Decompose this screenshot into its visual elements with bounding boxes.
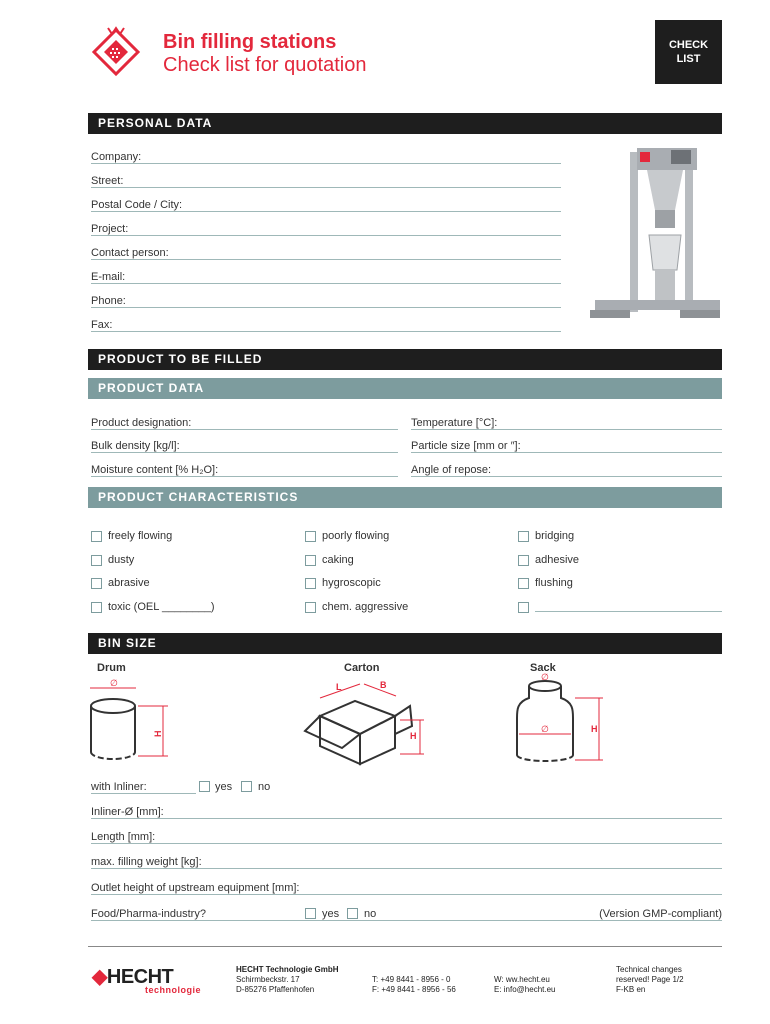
inliner-yes-checkbox[interactable] bbox=[199, 781, 210, 792]
carton-width-label: B bbox=[380, 680, 387, 690]
inliner-diameter-field[interactable] bbox=[91, 818, 722, 819]
footer-email[interactable]: E: info@hecht.eu bbox=[494, 985, 556, 994]
personal-field-input[interactable] bbox=[91, 235, 561, 236]
sack-diameter-label: ∅ bbox=[541, 724, 549, 734]
personal-field-label: Fax: bbox=[91, 319, 113, 331]
characteristic-other-input[interactable] bbox=[535, 611, 722, 612]
characteristic-label: toxic (OEL ________) bbox=[108, 601, 215, 613]
personal-field-label: Postal Code / City: bbox=[91, 199, 183, 211]
product-right-label: Temperature [°C]: bbox=[411, 417, 498, 429]
characteristic-checkbox[interactable] bbox=[518, 578, 529, 589]
section-product-data: PRODUCT DATA bbox=[88, 378, 722, 399]
section-product-characteristics: PRODUCT CHARACTERISTICS bbox=[88, 487, 722, 508]
footer-logo: ◆HECHT bbox=[92, 966, 174, 988]
food-no-label: no bbox=[364, 908, 377, 920]
sack-illustration bbox=[505, 670, 615, 770]
inliner-diameter-label: Inliner-Ø [mm]: bbox=[91, 806, 164, 818]
personal-field-label: E-mail: bbox=[91, 271, 126, 283]
product-left-label: Moisture content [% H₂O]: bbox=[91, 464, 219, 476]
section-bin-size: BIN SIZE bbox=[88, 633, 722, 654]
max-weight-field[interactable] bbox=[91, 868, 722, 869]
machine-illustration bbox=[585, 140, 725, 332]
product-right-label: Particle size [mm or ″]: bbox=[411, 440, 521, 452]
personal-field-label: Company: bbox=[91, 151, 142, 163]
personal-field-input[interactable] bbox=[91, 187, 561, 188]
personal-field-input[interactable] bbox=[91, 163, 561, 164]
drum-height-label: H bbox=[153, 730, 163, 737]
drum-illustration bbox=[88, 676, 178, 766]
gmp-version-note: (Version GMP-compliant) bbox=[599, 908, 722, 920]
inliner-label: with Inliner: bbox=[91, 781, 147, 793]
characteristic-checkbox[interactable] bbox=[91, 531, 102, 542]
characteristic-label: dusty bbox=[108, 554, 135, 566]
footer-note bbox=[616, 965, 684, 995]
length-label: Length [mm]: bbox=[91, 831, 156, 843]
footer-note-2: reserved! Page 1/2 bbox=[616, 975, 684, 984]
footer-note-1: Technical changes bbox=[616, 965, 682, 974]
characteristic-label: hygroscopic bbox=[322, 577, 381, 589]
inliner-no-checkbox[interactable] bbox=[241, 781, 252, 792]
product-left-label: Bulk density [kg/l]: bbox=[91, 440, 180, 452]
badge-line-1: CHECK bbox=[668, 39, 709, 51]
footer-address bbox=[236, 965, 339, 995]
footer-web[interactable]: W: ww.hecht.eu bbox=[494, 975, 550, 984]
product-left-input[interactable] bbox=[91, 429, 398, 430]
personal-field-input[interactable] bbox=[91, 283, 561, 284]
page-subtitle: Check list for quotation bbox=[163, 54, 367, 76]
hecht-logo-icon bbox=[88, 22, 144, 82]
footer-contact bbox=[494, 975, 556, 995]
product-left-input[interactable] bbox=[91, 476, 398, 477]
personal-field-input[interactable] bbox=[91, 259, 561, 260]
characteristic-label: bridging bbox=[535, 530, 575, 542]
characteristic-checkbox[interactable] bbox=[305, 555, 316, 566]
page-title: Bin filling stations bbox=[163, 31, 337, 53]
characteristic-checkbox[interactable] bbox=[91, 578, 102, 589]
characteristic-label: adhesive bbox=[535, 554, 580, 566]
product-left-input[interactable] bbox=[91, 452, 398, 453]
carton-title: Carton bbox=[344, 662, 380, 674]
carton-illustration bbox=[300, 676, 440, 766]
characteristic-label: chem. aggressive bbox=[322, 601, 409, 613]
characteristic-checkbox[interactable] bbox=[305, 602, 316, 613]
food-no-checkbox[interactable] bbox=[347, 908, 358, 919]
characteristic-label: abrasive bbox=[108, 577, 150, 589]
characteristic-checkbox[interactable] bbox=[91, 555, 102, 566]
footer-note-3: F-KB en bbox=[616, 985, 646, 994]
section-product-to-be-filled: PRODUCT TO BE FILLED bbox=[88, 349, 722, 370]
carton-length-label: L bbox=[336, 682, 342, 692]
outlet-height-field[interactable] bbox=[91, 894, 722, 895]
characteristic-label: poorly flowing bbox=[322, 530, 390, 542]
footer-city: D-85276 Pfaffenhofen bbox=[236, 985, 315, 994]
inliner-yes-label: yes bbox=[215, 781, 233, 793]
sack-title: Sack bbox=[530, 662, 556, 674]
personal-field-label: Project: bbox=[91, 223, 129, 235]
footer-logo-text: HECHT bbox=[106, 966, 174, 988]
length-field[interactable] bbox=[91, 843, 722, 844]
carton-height-label: H bbox=[410, 731, 417, 741]
drum-title: Drum bbox=[97, 662, 126, 674]
personal-field-label: Street: bbox=[91, 175, 124, 187]
product-right-input[interactable] bbox=[411, 476, 722, 477]
inliner-no-label: no bbox=[258, 781, 271, 793]
footer-logo-sub: technologie bbox=[145, 985, 202, 995]
characteristic-label: freely flowing bbox=[108, 530, 173, 542]
footer-street: Schirmbeckstr. 17 bbox=[236, 975, 300, 984]
characteristic-label: flushing bbox=[535, 577, 573, 589]
characteristic-checkbox[interactable] bbox=[305, 578, 316, 589]
characteristic-checkbox[interactable] bbox=[91, 602, 102, 613]
food-yes-label: yes bbox=[322, 908, 340, 920]
personal-field-label: Phone: bbox=[91, 295, 126, 307]
characteristic-checkbox[interactable] bbox=[305, 531, 316, 542]
drum-diameter-label: ∅ bbox=[110, 678, 118, 688]
food-pharma-label: Food/Pharma-industry? bbox=[91, 908, 206, 920]
footer-company: HECHT Technologie GmbH bbox=[236, 965, 339, 974]
product-left-label: Product designation: bbox=[91, 417, 192, 429]
personal-field-input[interactable] bbox=[91, 211, 561, 212]
characteristic-checkbox[interactable] bbox=[518, 531, 529, 542]
sack-top-diameter-label: ∅ bbox=[541, 672, 549, 682]
characteristic-other-checkbox[interactable] bbox=[518, 602, 529, 613]
checklist-badge bbox=[655, 20, 722, 84]
footer-divider bbox=[88, 946, 722, 947]
product-right-input[interactable] bbox=[411, 452, 722, 453]
outlet-height-label: Outlet height of upstream equipment [mm]: bbox=[91, 882, 300, 894]
footer-phone bbox=[372, 975, 456, 995]
characteristic-checkbox[interactable] bbox=[518, 555, 529, 566]
personal-field-label: Contact person: bbox=[91, 247, 169, 259]
section-personal-data: PERSONAL DATA bbox=[88, 113, 722, 134]
product-right-label: Angle of repose: bbox=[411, 464, 492, 476]
footer-tel: T: +49 8441 - 8956 - 0 bbox=[372, 975, 451, 984]
personal-field-input[interactable] bbox=[91, 307, 561, 308]
sack-height-label: H bbox=[591, 724, 598, 734]
product-right-input[interactable] bbox=[411, 429, 722, 430]
footer-fax: F: +49 8441 - 8956 - 56 bbox=[372, 985, 456, 994]
characteristic-label: caking bbox=[322, 554, 354, 566]
personal-field-input[interactable] bbox=[91, 331, 561, 332]
badge-line-2: LIST bbox=[676, 53, 701, 65]
max-weight-label: max. filling weight [kg]: bbox=[91, 856, 202, 868]
food-yes-checkbox[interactable] bbox=[305, 908, 316, 919]
